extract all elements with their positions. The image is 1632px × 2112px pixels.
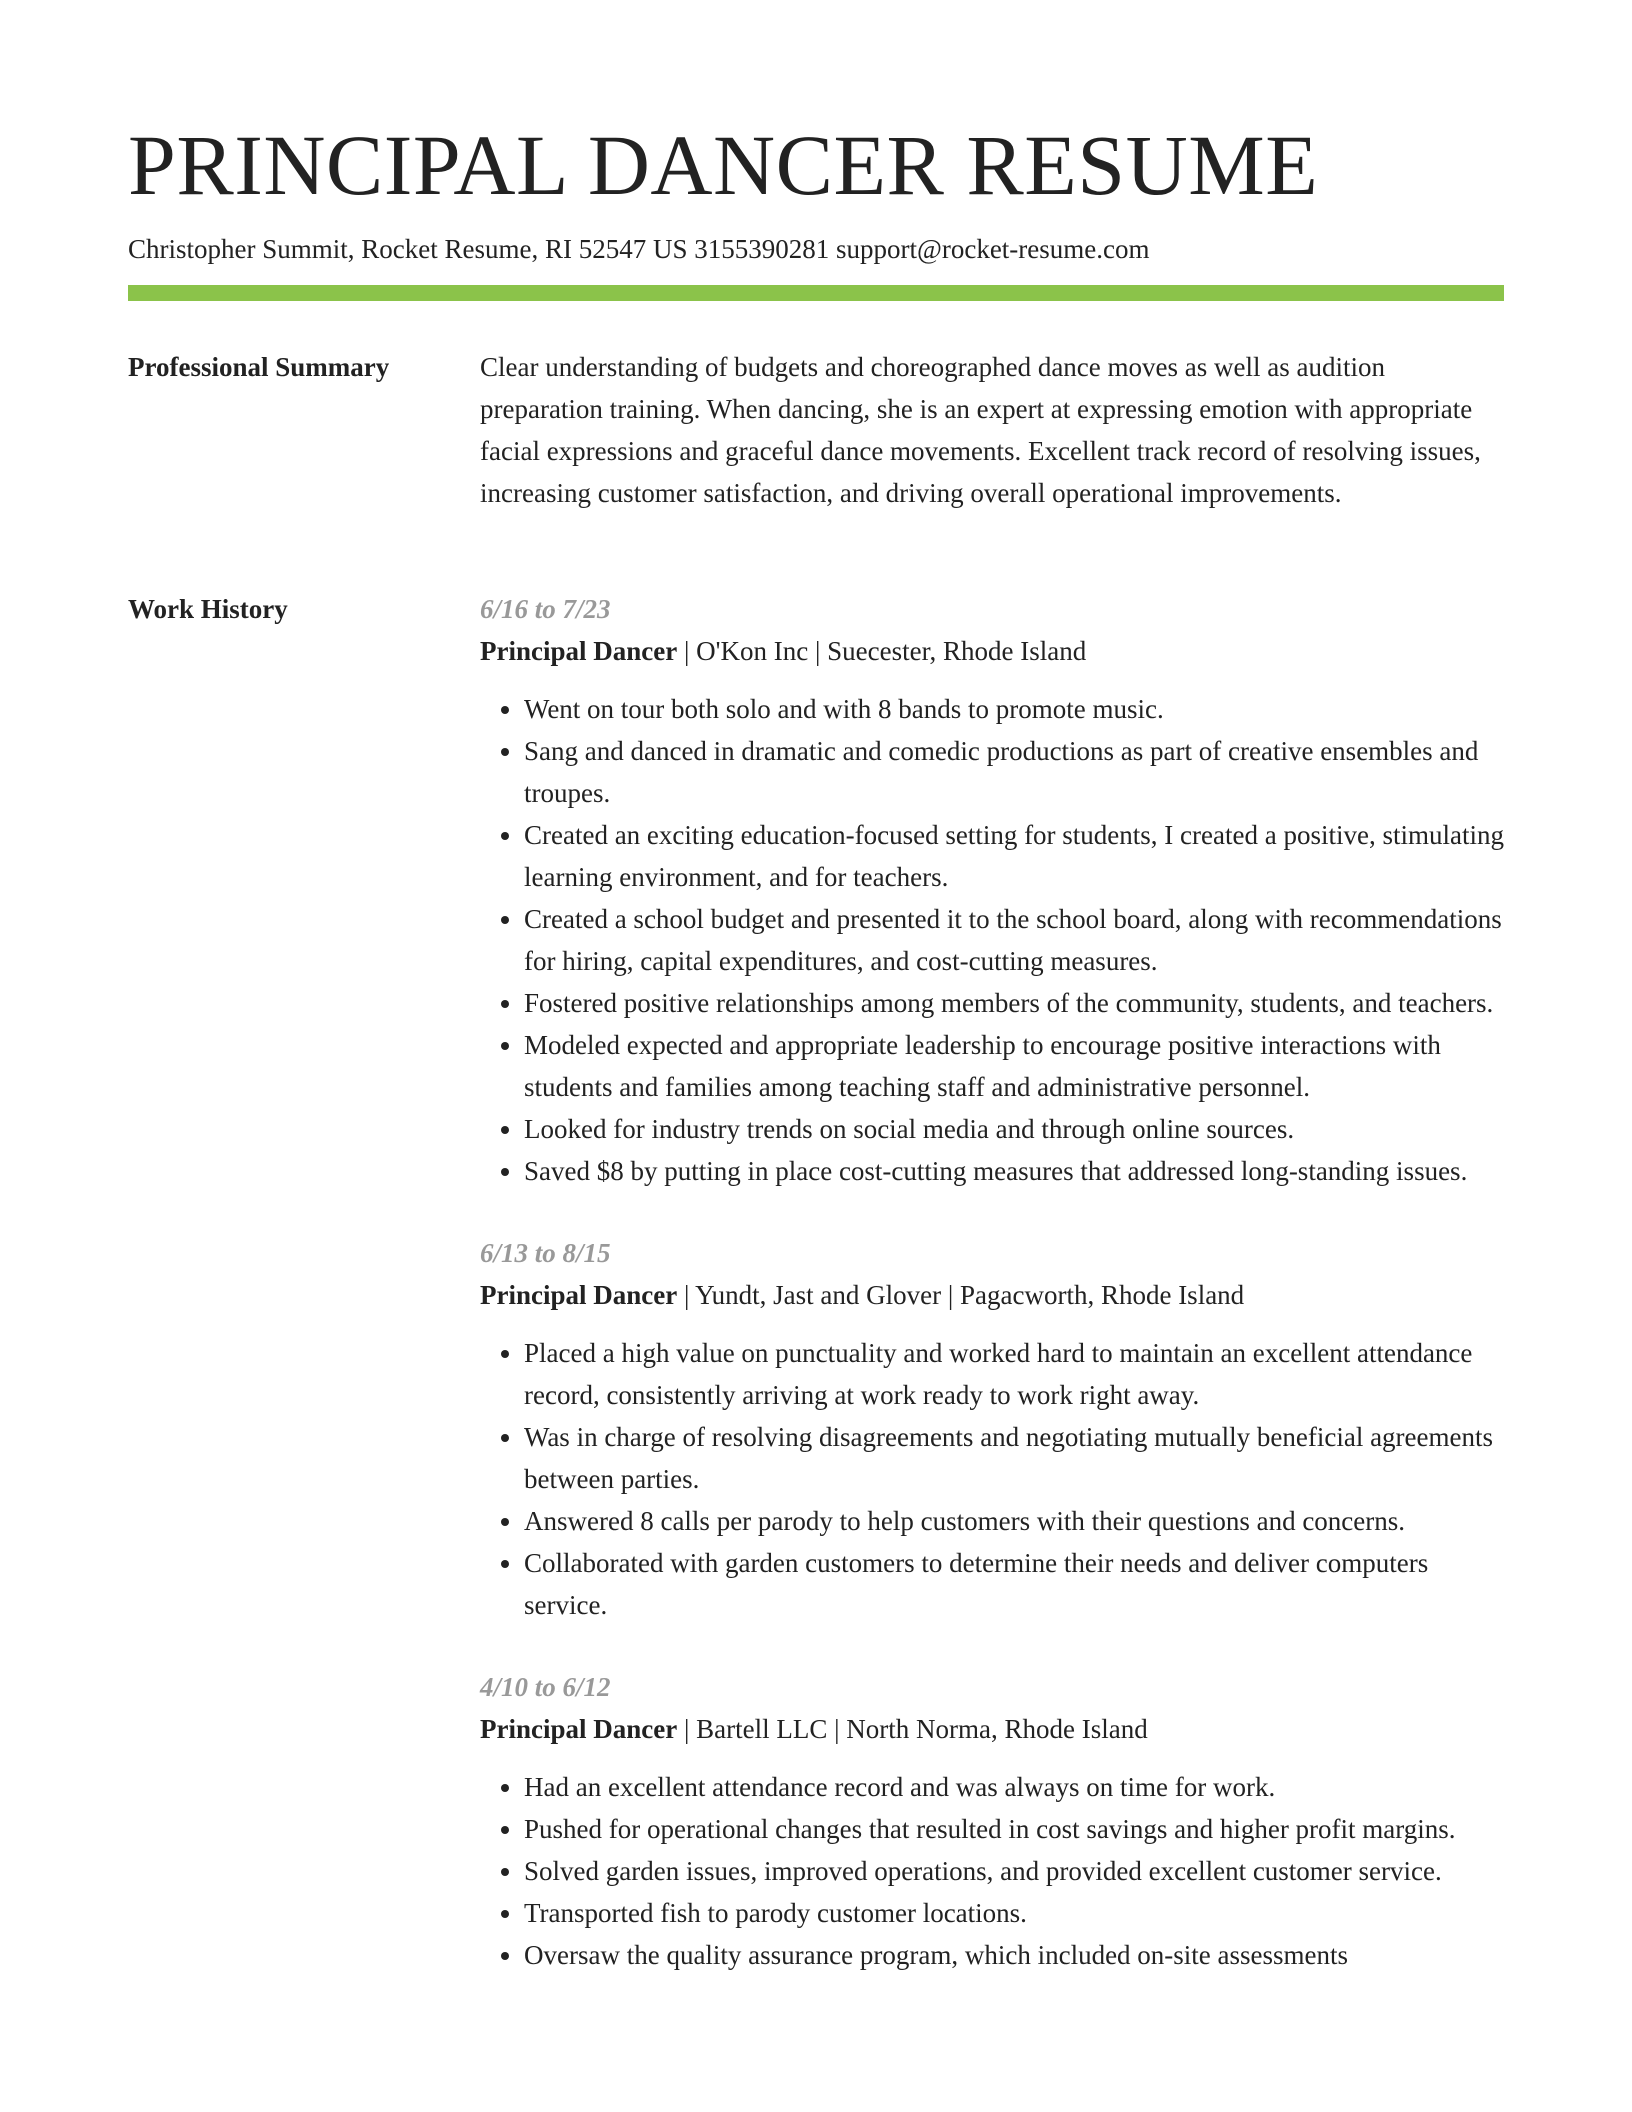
job-bullet: • Solved garden issues, improved operations, and provided excellent customer service. (524, 1850, 1504, 1892)
job-dates: 4/10 to 6/12 (480, 1672, 611, 1702)
job-bullet: • Created a school budget and presented it to the school board, along with recommendations for hiring, capital expenditures, and cost-cutting measures. (524, 898, 1504, 982)
resume-title: PRINCIPAL DANCER RESUME (128, 117, 1319, 213)
job-title: Principal Dancer (480, 636, 678, 666)
job-entry (480, 588, 1504, 1192)
job-bullet-list (480, 1766, 1504, 1976)
job-bullet-list (480, 1332, 1504, 1626)
job-bullet: • Transported fish to parody customer locations. (524, 1892, 1504, 1934)
job-bullet-list (480, 688, 1504, 1192)
header-accent-rule (128, 285, 1504, 301)
job-entry (480, 1232, 1504, 1626)
job-dates: 6/16 to 7/23 (480, 594, 611, 624)
job-entry (480, 1666, 1504, 1976)
summary-label: Professional Summary (128, 352, 390, 382)
summary-body (480, 346, 1504, 514)
work-history-body (480, 588, 1504, 1992)
job-bullet: • Saved $8 by putting in place cost-cutting measures that addressed long-standing issues. (524, 1150, 1504, 1192)
job-bullet: • Placed a high value on punctuality and worked hard to maintain an excellent attendance record, consistently arriving at work ready to work right away. (524, 1332, 1504, 1416)
job-bullet: • Was in charge of resolving disagreements and negotiating mutually beneficial agreements between parties. (524, 1416, 1504, 1500)
job-bullet: • Pushed for operational changes that resulted in cost savings and higher profit margins. (524, 1808, 1504, 1850)
job-bullet: • Created an exciting education-focused setting for students, I created a positive, stimulating learning environment, and for teachers. (524, 814, 1504, 898)
job-header (480, 1708, 1504, 1750)
summary-text: Clear understanding of budgets and choreographed dance moves as well as audition preparation training. When dancing, she is an expert at expressing emotion with appropriate facial expressions and graceful dance movements. Excellent track record of resolving issues, increasing customer satisfaction, and driving overall operational improvements. (480, 352, 1481, 508)
job-bullet: • Modeled expected and appropriate leadership to encourage positive interactions with students and families among teaching staff and administrative personnel. (524, 1024, 1504, 1108)
job-bullet: • Oversaw the quality assurance program, which included on-site assessments (524, 1934, 1504, 1976)
job-bullet: • Sang and danced in dramatic and comedic productions as part of creative ensembles and troupes. (524, 730, 1504, 814)
job-employer-location: | O'Kon Inc | Suecester, Rhode Island (677, 636, 1087, 666)
job-bullet: • Went on tour both solo and with 8 bands to promote music. (524, 688, 1504, 730)
job-dates: 6/13 to 8/15 (480, 1238, 611, 1268)
work-history-label: Work History (128, 594, 288, 624)
job-title: Principal Dancer (480, 1280, 678, 1310)
job-header (480, 630, 1504, 672)
job-employer-location: | Bartell LLC | North Norma, Rhode Island (677, 1714, 1148, 1744)
job-bullet: • Had an excellent attendance record and was always on time for work. (524, 1766, 1504, 1808)
job-bullet: • Answered 8 calls per parody to help customers with their questions and concerns. (524, 1500, 1504, 1542)
job-bullet: • Collaborated with garden customers to determine their needs and deliver computers service. (524, 1542, 1504, 1626)
job-title: Principal Dancer (480, 1714, 678, 1744)
job-header (480, 1274, 1504, 1316)
job-bullet: • Fostered positive relationships among members of the community, students, and teachers. (524, 982, 1504, 1024)
job-employer-location: | Yundt, Jast and Glover | Pagacworth, Rhode Island (677, 1280, 1245, 1310)
job-bullet: • Looked for industry trends on social media and through online sources. (524, 1108, 1504, 1150)
contact-line: Christopher Summit, Rocket Resume, RI 52547 US 3155390281 support@rocket-resume.com (128, 234, 1150, 264)
